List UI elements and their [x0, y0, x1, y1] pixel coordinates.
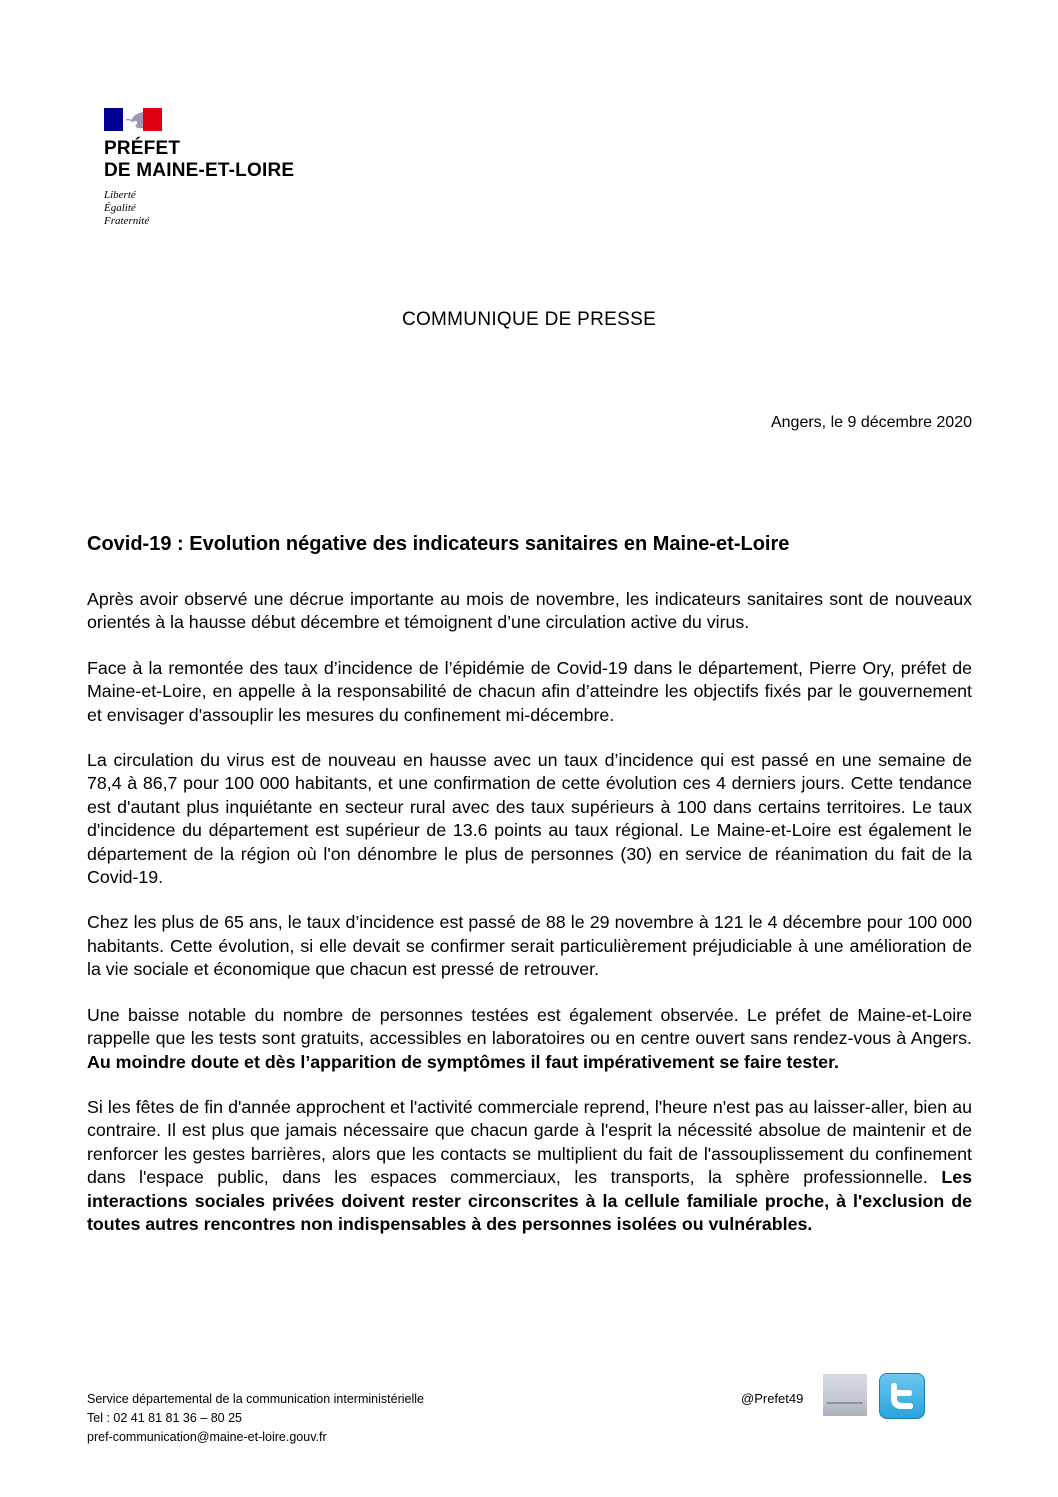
prefet-line-1: PRÉFET	[104, 138, 181, 159]
footer-phone: Tel : 02 41 81 81 36 – 80 25	[87, 1411, 242, 1425]
paragraph-1: Après avoir observé une décrue importante au mois de novembre, les indicateurs sanitaires sont de nouveaux orientés à la hausse début décembre et témoignent d’une circulation active du virus.	[87, 589, 972, 633]
marianne-flag-icon	[104, 108, 162, 131]
twitter-handle[interactable]: @Prefet49	[741, 1391, 804, 1406]
footer-contact	[87, 1390, 424, 1447]
marianne-profile-icon	[123, 108, 143, 131]
paragraph-6-emphasis: Les interactions sociales privées doivent rester circonscrites à la cellule familiale proche, à l'exclusion de toutes autres rencontres non indispensables à des personnes isolées ou vulnérables.	[87, 1167, 972, 1234]
body-text	[87, 588, 972, 1258]
paragraph-3: La circulation du virus est de nouveau en hausse avec un taux d’incidence qui est passé en une semaine de 78,4 à 86,7 pour 100 000 habitants, et une confirmation de cette évolution ces 4 derniers jours. Cette tendance est d'autant plus inquiétante en secteur rural avec des taux supérieurs à 100 dans certains territoires. Le taux d'incidence du département est supérieur de 13.6 points au taux régional. Le Maine-et-Loire est également le département de la région où l'on dénombre le plus de personnes (30) en service de réanimation du fait de la Covid-19.	[87, 750, 972, 888]
paragraph-6-text: Si les fêtes de fin d'année approchent et l'activité commerciale reprend, l'heure n'est pas au laisser-aller, bien au contraire. Il est plus que jamais nécessaire que chacun garde à l'esprit la nécessité absolue de maintenir et de renforcer les gestes barrières, alors que les contacts se multiplient du fait de l'assouplissement du confinement dans l'espace public, dans les espaces commerciaux, les transports, la sphère professionnelle.	[87, 1096, 972, 1188]
paragraph-2: Face à la remontée des taux d’incidence de l’épidémie de Covid-19 dans le département, Pierre Ory, préfet de Maine-et-Loire, en appelle à la responsabilité de chacun afin d’atteindre les objectifs fixés par le gouvernement et envisager d'assouplir les mesures du confinement mi-décembre.	[87, 657, 972, 725]
social-thumbnail	[823, 1374, 867, 1416]
footer-service: Service départemental de la communication interministérielle	[87, 1392, 424, 1406]
paragraph-5-emphasis: Au moindre doute et dès l’apparition de symptômes il faut impérativement se faire tester.	[87, 1051, 839, 1072]
headline: Covid-19 : Evolution négative des indicateurs sanitaires en Maine-et-Loire	[87, 533, 790, 555]
press-release-title: COMMUNIQUE DE PRESSE	[401, 309, 657, 330]
prefecture-logo	[104, 108, 364, 228]
footer-email[interactable]: pref-communication@maine-et-loire.gouv.fr	[87, 1430, 327, 1444]
motto-egalite: Égalité	[104, 202, 136, 214]
paragraph-5	[87, 1004, 972, 1074]
paragraph-6	[87, 1096, 972, 1236]
paragraph-4: Chez les plus de 65 ans, le taux d’incidence est passé de 88 le 29 novembre à 121 le 4 décembre pour 100 000 habitants. Cette évolution, si elle devait se confirmer serait particulièrement préjudiciable à une amélioration de la vie sociale et économique que chacun est pressé de retrouver.	[87, 912, 972, 980]
paragraph-5-text: Une baisse notable du nombre de personnes testées est également observée. Le préfet de Maine-et-Loire rappelle que les tests sont gratuits, accessibles en laboratoires ou en centre ouvert sans rendez-vous à Angers.	[87, 1004, 972, 1049]
motto-fraternite: Fraternité	[104, 215, 150, 227]
prefet-line-2: DE MAINE-ET-LOIRE	[104, 160, 295, 181]
twitter-bird-icon[interactable]	[879, 1373, 925, 1419]
release-date: Angers, le 9 décembre 2020	[770, 414, 972, 431]
prefecture-name	[104, 138, 364, 182]
republic-motto	[104, 189, 364, 228]
motto-liberte: Liberté	[104, 189, 136, 201]
